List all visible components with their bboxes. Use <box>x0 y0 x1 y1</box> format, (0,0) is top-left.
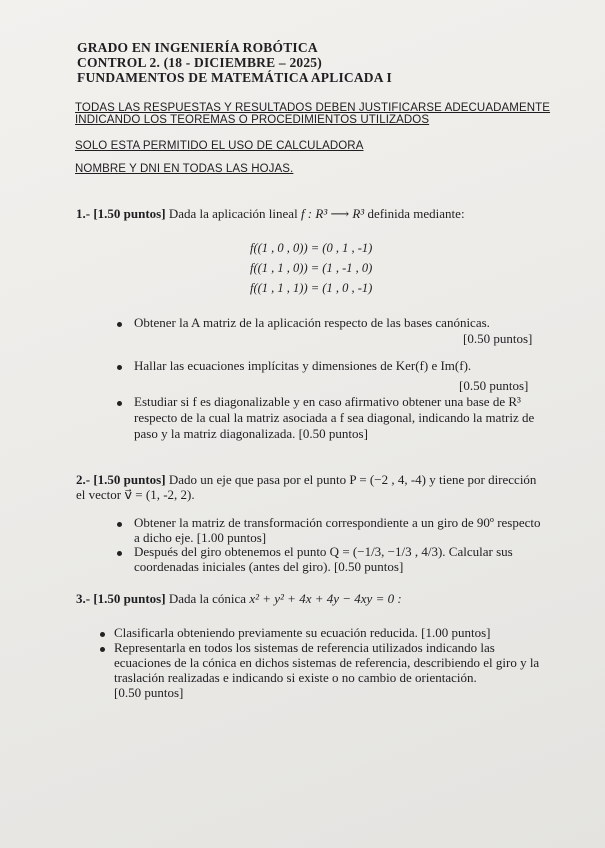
question-1-text: Dada la aplicación lineal <box>168 206 298 221</box>
q1-bullet-3-line-3: paso y la matriz diagonalizada. [0.50 puntos] <box>134 426 368 441</box>
q2-bullet-2-line-1: Después del giro obtenemos el punto Q = (−1/3, −1/3 , 4/3). Calcular sus <box>134 544 513 559</box>
bullet-icon <box>117 365 122 370</box>
q1-bullet-1-points: [0.50 puntos] <box>463 331 533 346</box>
bullet-icon <box>100 632 105 637</box>
q1-bullet-1: Obtener la A matriz de la aplicación respecto de las bases canónicas. <box>134 315 490 330</box>
q2-bullet-2-line-2: coordenadas iniciales (antes del giro). [0.50 puntos] <box>134 559 404 574</box>
bullet-icon <box>100 647 105 652</box>
q1-bullet-3-line-2: respecto de la cual la matriz asociada a f sea diagonal, indicando la matriz de <box>134 410 535 425</box>
question-3-text: Dada la cónica <box>168 591 247 606</box>
q2-bullet-1-line-1: Obtener la matriz de transformación correspondiente a un giro de 90º respecto <box>134 515 541 530</box>
question-1-number: 1.- [1.50 puntos] <box>76 206 166 221</box>
question-2-line-2: el vector v⃗ = (1, -2, 2). <box>76 487 195 502</box>
q1-bullet-2-points: [0.50 puntos] <box>459 378 529 393</box>
q3-bullet-2-line-1: Representarla en todos los sistemas de referencia utilizados indicando las <box>114 640 495 655</box>
question-1-map: f : R³ ⟶ R³ <box>300 206 365 221</box>
question-3-number: 3.- [1.50 puntos] <box>76 591 166 606</box>
question-1-text-end: definida mediante: <box>367 206 465 221</box>
notice-justify-line-1: TODAS LAS RESPUESTAS Y RESULTADOS DEBEN JUSTIFICARSE ADECUADAMENTE <box>75 102 551 114</box>
q3-bullet-2-line-4: [0.50 puntos] <box>114 685 184 700</box>
q3-bullet-1: Clasificarla obteniendo previamente su ecuación reducida. [1.00 puntos] <box>114 625 491 640</box>
question-3-intro <box>76 591 402 607</box>
header-line-3: FUNDAMENTOS DE MATEMÁTICA APLICADA I <box>77 70 392 85</box>
header-line-2: CONTROL 2. (18 - DICIEMBRE – 2025) <box>77 55 322 70</box>
bullet-icon <box>117 322 122 327</box>
q2-bullet-1-line-2: a dicho eje. [1.00 puntos] <box>134 530 267 545</box>
bullet-icon <box>117 551 122 556</box>
notice-justify-line-2: INDICANDO LOS TEOREMAS O PROCEDIMIENTOS UTILIZADOS <box>75 114 430 126</box>
bullet-icon <box>117 522 122 527</box>
q1-bullet-3-line-1: Estudiar si f es diagonalizable y en caso afirmativo obtener una base de R³ <box>134 394 521 409</box>
question-3-conic: x² + y² + 4x + 4y − 4xy = 0 : <box>249 591 402 606</box>
formula-3: f((1 , 1 , 1)) = (1 , 0 , -1) <box>250 281 373 295</box>
bullet-icon <box>117 401 122 406</box>
formula-2: f((1 , 1 , 0)) = (1 , -1 , 0) <box>250 261 373 275</box>
question-2-line-1 <box>76 472 536 488</box>
question-2-number: 2.- [1.50 puntos] <box>76 472 166 487</box>
formula-1: f((1 , 0 , 0)) = (0 , 1 , -1) <box>250 241 373 255</box>
question-2-text: Dado un eje que pasa por el punto P = (−2 , 4, -4) y tiene por dirección <box>168 472 537 487</box>
q1-bullet-2: Hallar las ecuaciones implícitas y dimensiones de Ker(f) e Im(f). <box>134 358 472 373</box>
notice-name-dni: NOMBRE Y DNI EN TODAS LAS HOJAS. <box>75 163 294 175</box>
q3-bullet-2-line-2: ecuaciones de la cónica en dichos sistemas de referencia, describiendo el giro y la <box>114 655 540 670</box>
q3-bullet-2-line-3: traslación realizadas e indicando si existe o no cambio de orientación. <box>114 670 477 685</box>
notice-calculator: SOLO ESTA PERMITIDO EL USO DE CALCULADORA <box>75 140 364 152</box>
question-1-intro <box>76 206 465 222</box>
header-line-1: GRADO EN INGENIERÍA ROBÓTICA <box>77 40 318 55</box>
